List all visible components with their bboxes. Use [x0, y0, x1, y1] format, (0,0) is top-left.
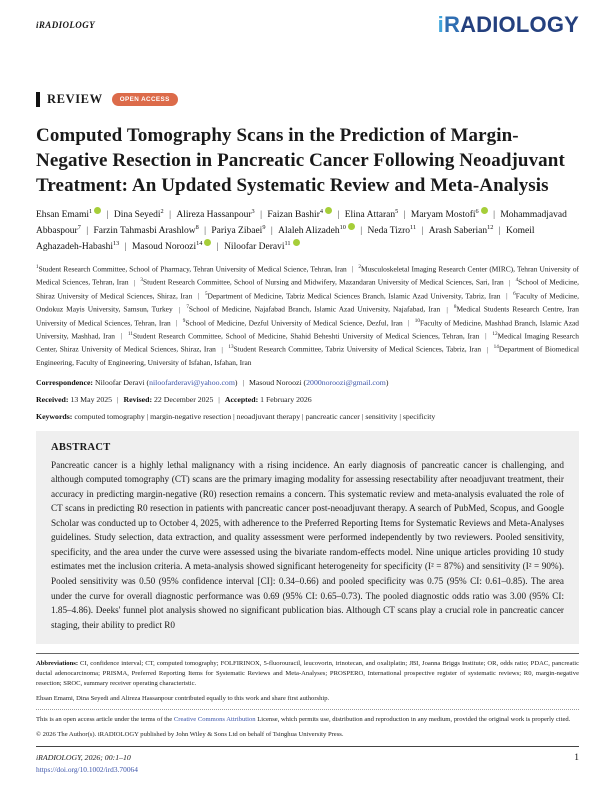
logo-letter-r: R	[443, 12, 461, 37]
author-affiliation-sup: 1	[89, 208, 93, 216]
journal-citation: iRADIOLOGY, 2026; 00:1–10	[36, 753, 131, 763]
keywords-text: computed tomography | margin-negative resection | neoadjuvant therapy | pancreatic cancer | sensitivity | specificity	[74, 411, 436, 421]
separator: |	[173, 318, 180, 328]
separator: |	[443, 304, 451, 314]
author-affiliation-sup: 9	[262, 224, 266, 232]
logo-letter-i: i	[437, 12, 444, 37]
author-affiliation-sup: 3	[251, 208, 255, 216]
author-affiliation-sup: 13	[113, 239, 120, 247]
affiliation-text: School of Medicine, Shiraz University of Medical Sciences, Shiraz, Iran	[36, 277, 579, 301]
orcid-icon[interactable]	[293, 239, 300, 246]
open-access-note	[36, 715, 579, 725]
open-access-badge[interactable]: OPEN ACCESS	[112, 93, 178, 106]
open-access-post: License, which permits use, distribution and reproduction in any medium, provided the original work is properly cited.	[255, 715, 571, 723]
affiliation-text: Faculty of Medicine, Mashhad Branch, Islamic Azad University, Mashhad, Iran	[36, 318, 579, 341]
article-title: Computed Tomography Scans in the Prediction of Margin-Negative Resection in Pancreatic Cancer Following Neoadjuvant Treatment: An Updated Systematic Review and Meta-Analysis	[36, 125, 565, 197]
orcid-icon[interactable]	[325, 207, 332, 214]
author-name: Dina Seyedi$^2$	[113, 208, 164, 221]
affiliation-sup: 12	[492, 330, 498, 337]
page-number: 1	[574, 753, 579, 764]
author-affiliation-sup: 12	[487, 224, 494, 232]
separator: |	[257, 210, 265, 221]
keywords-label: Keywords:	[36, 411, 73, 421]
separator: |	[490, 210, 498, 221]
affiliation-sup: 11	[127, 330, 133, 337]
author-affiliation-sup: 7	[77, 224, 81, 232]
author-affiliation-sup: 10	[339, 224, 346, 232]
separator: |	[117, 331, 125, 341]
affiliation-text: Faculty of Medicine, Ondokuz Mayis University, Samsun, Turkey	[36, 291, 580, 314]
affiliation-text: Department of Medicine, Tabriz Medical Sciences Branch, Islamic Azad University, Tabriz, Iran	[207, 291, 501, 301]
affiliation-list	[36, 263, 579, 370]
separator: |	[218, 344, 226, 354]
author-name: Komeil Aghazadeh-Habashi$^{13}$	[36, 226, 535, 253]
separator: |	[83, 226, 91, 237]
affiliation-sup: 4	[515, 277, 519, 284]
journal-logo	[438, 14, 579, 36]
author-affiliation-sup: 8	[195, 224, 199, 232]
separator: |	[357, 226, 365, 237]
date-value: 1 February 2026	[258, 394, 312, 404]
separator: |	[506, 277, 513, 287]
divider	[36, 653, 579, 654]
separator: |	[104, 210, 111, 221]
correspondence-name: Masoud Noroozi (	[248, 377, 307, 387]
author-name: Arash Saberian$^{12}$	[428, 224, 494, 237]
abbreviations-note	[36, 659, 579, 689]
affiliation-sup: 1	[36, 263, 39, 270]
date-value: 22 December 2025	[152, 394, 214, 404]
author-affiliation-sup: 4	[319, 208, 324, 216]
footer-left	[36, 753, 138, 774]
author-list	[36, 207, 579, 255]
affiliation-text: Student Research Committee, Tabriz University of Medical Sciences, Tabriz, Iran	[233, 344, 482, 354]
affiliation-text: Student Research Committee, School of Pharmacy, Tehran University of Medical Science, Tehran, Iran	[38, 264, 347, 274]
separator: |	[503, 291, 511, 301]
separator: |	[166, 210, 174, 221]
date-label: Revised:	[123, 394, 153, 404]
affiliation-sup: 6	[513, 290, 516, 297]
separator: |	[484, 344, 491, 354]
author-name: Maryam Mostofi$^6$	[411, 210, 488, 220]
correspondence-line: Correspondence: Niloofar Deravi (niloofarderavi@yahoo.com) | Masoud Noroozi (2000noroozi@gmail.com)	[36, 377, 389, 387]
author-name: Masoud Noroozi$^{14}$	[132, 242, 211, 252]
date-label: Received:	[36, 394, 69, 404]
separator: |	[122, 242, 129, 253]
author-name: Elina Attaran$^5$	[344, 208, 399, 221]
affiliation-sup: 14	[493, 344, 499, 351]
copyright-note: © 2026 The Author(s). iRADIOLOGY published by John Wiley & Sons Ltd on behalf of Tsinghua University Press.	[36, 730, 344, 738]
equal-contribution-note: Ehsan Emami, Dina Seyedi and Alireza Hassanpour contributed equally to this work and share first authorship.	[36, 694, 330, 702]
open-access-pre: This is an open access article under the terms of the	[36, 715, 174, 723]
author-affiliation-sup: 2	[160, 208, 164, 216]
affiliation-text: Medical Students Research Centre, Iran University of Medical Sciences, Tehran, Iran	[36, 304, 579, 328]
logo-rest: ADIOLOGY	[460, 12, 579, 37]
affiliation-sup: 8	[453, 304, 457, 311]
page-header	[36, 14, 579, 36]
separator: |	[268, 226, 276, 237]
correspondence-label: Correspondence:	[36, 377, 94, 387]
correspondence-email-link[interactable]: 2000noroozi@gmail.com	[306, 377, 386, 387]
affiliation-sup: 9	[182, 317, 186, 324]
separator: |	[115, 394, 121, 404]
author-name: Ehsan Emami$^1$	[36, 210, 101, 220]
date-value: 13 May 2025	[68, 394, 113, 404]
affiliation-text: Student Research Committee, School of Nursing and Midwifery, Mazandaran University of Medical Sciences, Sari, Iran	[143, 277, 504, 287]
abstract-body: Pancreatic cancer is a highly lethal malignancy with a rising incidence. An early diagnosis of pancreatic cancer is challenging, and although computed tomography (CT) scans are the primary imaging modality for assessing resectability after neoadjuvant treatment, their accuracy in predicting margin-negative (R0) resection remains a concern. This systematic review and meta-analysis evaluated the role of CT scans in predicting R0 resection in patients with pancreatic cancer post-neoadjuvant therapy. A search of PubMed, Scopus, and Google Scholar was conducted up to October 4, 2025, with adherence to the Preferred Reporting Items for Systematic Reviews and Meta-Analyses guidelines. Study selection, data extraction, and quality assessment were performed independently by two reviewers. Pooled sensitivity, specificity, and the area under the curve were assessed using the bivariate random-effects model. Nine unique articles providing 10 study estimates met the inclusion criteria. A meta-analysis showed significant heterogeneity for specificity (I² = 87%) and sensitivity (I² = 90%). Pooled sensitivity was 0.50 (95% confidence interval [CI]: 0.34–0.66) and pooled specificity was 0.75 (95% CI: 0.61–0.85). The area under the curve for overall diagnostic performance was 0.69 (95% CI: 0.65–0.73). The pooled diagnostic odds ratio was 3.00 (95% CI: 1.85–4.86). Deeks' funnel plot analysis showed no significant publication bias. Although CT scans play a crucial role in pancreatic cancer staging, their ability to predict R0	[51, 459, 564, 630]
author-affiliation-sup: 14	[196, 239, 203, 247]
running-head: iRADIOLOGY	[36, 20, 96, 30]
correspondence-email-link[interactable]: niloofarderavi@yahoo.com	[149, 377, 235, 387]
footer-divider	[36, 746, 579, 747]
separator: |	[496, 226, 504, 237]
keywords-line	[36, 412, 579, 421]
author-affiliation-sup: 11	[410, 224, 417, 232]
orcid-icon[interactable]	[348, 223, 355, 230]
dates-line	[36, 395, 579, 404]
separator: |	[349, 264, 356, 274]
abbreviations-label: Abbreviations:	[36, 660, 79, 668]
doi-link[interactable]: https://doi.org/10.1002/ird3.70064	[36, 765, 138, 775]
article-type-label: REVIEW	[47, 92, 103, 106]
abbreviations-text: CI, confidence interval; CT, computed tomography; FOLFIRINOX, 5-fluorouracil, leucovorin, irinotecan, and oxaliplatin; JBI, Joanna Briggs Institute; OR, odds ratio; PDAC, pancreatic ductal adenocarcinoma; PRISMA, Preferred Reporting Items for Systematic Reviews and Meta-Analyses; PROSPERO, International prospective register of systematic reviews; R0, margin-negative resection; SROC, summary receiver operating characteristic.	[36, 660, 579, 687]
separator: |	[405, 318, 412, 328]
affiliation-sup: 7	[186, 304, 189, 311]
abstract-heading: ABSTRACT	[51, 441, 111, 453]
author-affiliation-sup: 6	[475, 208, 479, 216]
separator: |	[482, 331, 490, 341]
author-name: Farzin Tahmasbi Arashlow$^8$	[93, 224, 199, 237]
page-footer	[36, 753, 579, 774]
affiliation-sup: 10	[414, 317, 420, 324]
separator: |	[131, 277, 138, 287]
separator: |	[175, 304, 184, 314]
correspondence-name: Niloofar Deravi (	[94, 377, 150, 387]
article-type-row	[36, 92, 579, 107]
affiliation-text: Department of Biomedical Engineering, Faculty of Engineering, University of Isfahan, Isfahan, Iran	[36, 344, 580, 367]
author-name: Alaleh Alizadeh$^{10}$	[278, 226, 355, 236]
separator: |	[214, 242, 222, 253]
review-bar-icon	[36, 92, 40, 107]
creative-commons-link[interactable]: Creative Commons Attribution	[173, 715, 256, 723]
separator: |	[335, 210, 342, 221]
affiliation-text: Student Research Committee, School of Medicine, Shahid Beheshti University of Medical Sciences, Tehran, Iran	[132, 331, 480, 341]
date-label: Accepted:	[224, 394, 259, 404]
separator: |	[240, 377, 246, 387]
orcid-icon[interactable]	[481, 207, 488, 214]
author-affiliation-sup: 5	[395, 208, 399, 216]
affiliation-sup: 13	[228, 344, 234, 351]
author-affiliation-sup: 11	[284, 239, 291, 247]
author-name: Faizan Bashir$^4$	[267, 210, 332, 220]
affiliation-sup: 2	[358, 263, 361, 270]
separator: |	[401, 210, 408, 221]
separator: |	[201, 226, 209, 237]
separator: |	[216, 394, 222, 404]
affiliation-text: Musculoskeletal Imaging Research Center (MIRC), Tehran University of Medical Sciences, Tehran, Iran	[36, 264, 579, 287]
abstract-section	[36, 431, 579, 644]
author-name: Pariya Zibaei$^9$	[211, 224, 266, 237]
affiliation-text: School of Medicine, Dezful University of Medical Science, Dezful, Iran	[185, 318, 403, 328]
affiliation-text: Medical Imaging Research Center, Shiraz University of Medical Sciences, Shiraz, Iran	[36, 331, 579, 354]
author-name: Mohammadjavad Abbaspour$^7$	[36, 210, 567, 237]
author-name: Niloofar Deravi$^{11}$	[224, 242, 299, 252]
affiliation-text: School of Medicine, Najafabad Branch, Islamic Azad University, Najafabad, Iran	[188, 304, 441, 314]
separator: |	[419, 226, 426, 237]
separator: |	[195, 291, 202, 301]
author-name: Neda Tizro$^{11}$	[367, 224, 417, 237]
dotted-divider	[36, 709, 579, 710]
affiliation-sup: 3	[140, 277, 143, 284]
affiliation-sup: 5	[204, 290, 208, 297]
author-name: Alireza Hassanpour$^3$	[176, 208, 255, 221]
